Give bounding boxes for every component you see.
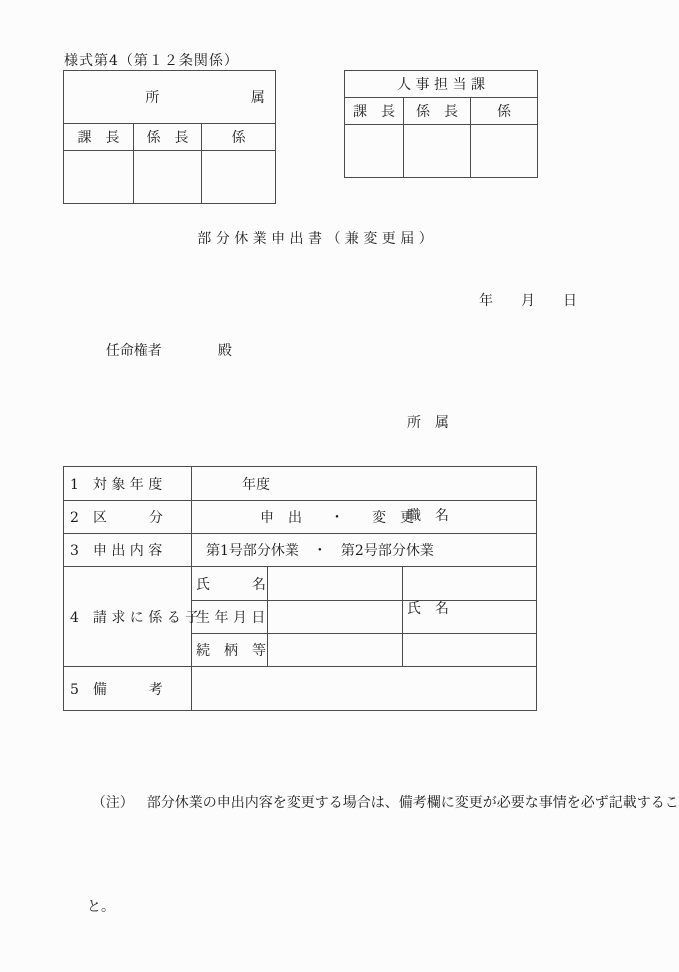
role-header-section-chief: 課 長 [64,124,134,151]
affiliation-header-char-1: 所 [145,90,160,106]
stamp-cell [471,125,538,178]
stamp-cell [134,151,202,204]
role-header-subsection-chief: 係 長 [134,124,202,151]
role-header-subsection-chief: 係 長 [404,98,471,125]
child-birth-date-input-cell [268,601,403,634]
child-name-input-cell [268,567,403,601]
child-relationship-input-cell [268,634,403,667]
personnel-section-table-header: 人 事 担 当 課 [345,71,538,98]
footnote-line-2: と。 [87,899,115,915]
role-header-section-chief: 課 長 [345,98,404,125]
row-remarks [64,667,537,711]
child-name-label: 氏 名 [192,567,268,601]
role-header-staff: 係 [202,124,276,151]
child-birth-date-label: 生 年 月 日 [192,601,268,634]
target-year-cell: 年度 [192,467,537,501]
addressee-line [88,324,232,376]
application-detail-table [63,466,537,711]
signer-name-label: 氏 名 [407,601,449,617]
affiliation-approval-table [63,70,276,204]
signer-job-title-label: 職 名 [407,508,449,524]
item-label-related-child: 4 請 求 に 係 る 子 [64,567,192,667]
document-title: 部 分 休 業 申 出 書 （ 兼 変 更 届 ） [197,231,433,247]
child-relationship-extra-cell [403,634,537,667]
item-label-category: 2 区 分 [64,501,192,534]
row-child-name [64,567,537,601]
honorific-label: 殿 [217,343,232,359]
child-birth-date-extra-cell [403,601,537,634]
affiliation-header-char-2: 属 [250,90,265,106]
item-label-target-year: 1 対 象 年 度 [64,467,192,501]
item-label-application-content: 3 申 出 内 容 [64,534,192,567]
stamp-cell [64,151,134,204]
role-header-staff: 係 [471,98,538,125]
application-content-options-cell: 第1号部分休業 ・ 第2号部分休業 [192,534,537,567]
child-name-extra-cell [403,567,537,601]
form-number-label: 様式第4（第１２条関係） [64,53,239,69]
stamp-cell [404,125,471,178]
footnote-line-1 [65,764,679,842]
row-target-year [64,467,537,501]
row-category [64,501,537,534]
personnel-section-approval-table [344,70,538,178]
affiliation-table-header [64,71,276,124]
item-label-remarks: 5 備 考 [64,667,192,711]
stamp-cell [345,125,404,178]
child-relationship-label: 続 柄 等 [192,634,268,667]
remarks-input-cell [192,667,537,711]
signer-affiliation-label: 所 属 [407,415,449,431]
footnote [65,712,679,972]
category-options-cell: 申 出 ・ 変 更 [192,501,537,534]
stamp-cell [202,151,276,204]
footnote-text: 部分休業の申出内容を変更する場合は、備考欄に変更が必要な事情を必ず記載するこ [146,795,679,811]
addressee-label: 任命権者 [105,343,162,359]
date-line: 年 月 日 [479,293,577,309]
row-application-content [64,534,537,567]
footnote-marker: （注） [91,795,134,811]
